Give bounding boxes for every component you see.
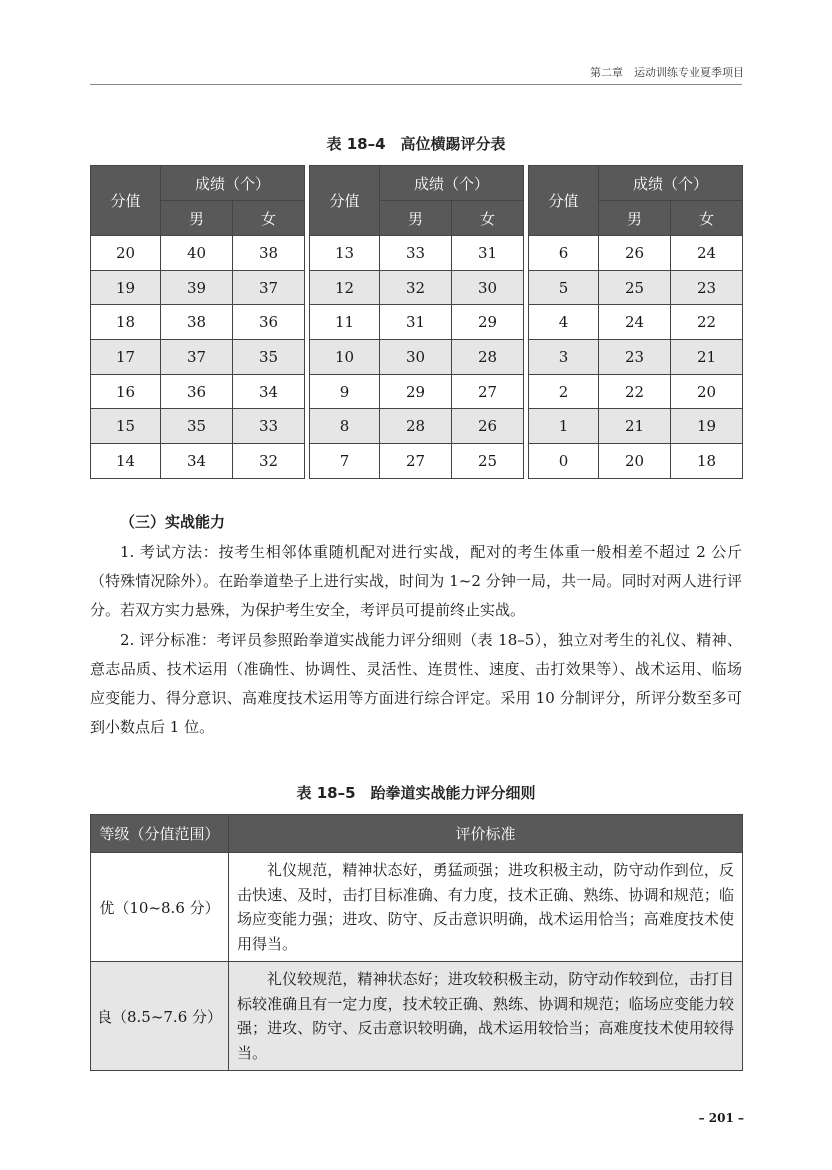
table-row [310,340,524,375]
score-cell: 15 [91,409,161,444]
male-cell: 24 [599,305,671,340]
paragraph-scoring-standard: 2. 评分标准：考评员参照跆拳道实战能力评分细则（表 18–5），独立对考生的礼仪、精神、意志品质、技术运用（准确性、协调性、灵活性、连贯性、速度、击打效果等）、战术运用、临场应变能力、得分意识、高难度技术运用等方面进行综合评定。采用 10 分制评分，所评分数至多可到小数点后 1 位。 [90,631,742,736]
score-tables [90,165,742,478]
score-cell: 14 [91,444,161,479]
male-cell: 22 [599,374,671,409]
score-cell: 5 [529,270,599,305]
table-row [529,236,743,271]
score-cell: 12 [310,270,380,305]
female-cell: 38 [233,236,305,271]
header-result: 成绩（个） [161,166,305,201]
female-cell: 24 [671,236,743,271]
table-row [91,853,743,962]
table-row [91,236,305,271]
table-row [91,305,305,340]
running-head: 第二章 运动训练专业夏季项目 [590,66,744,79]
female-cell: 29 [452,305,524,340]
page-number: – 201 – [698,1111,744,1125]
male-cell: 37 [161,340,233,375]
header-score: 分值 [91,166,161,236]
male-cell: 28 [380,409,452,444]
male-cell: 34 [161,444,233,479]
female-cell: 27 [452,374,524,409]
header-criteria: 评价标准 [229,815,743,853]
score-cell: 2 [529,374,599,409]
table-row [310,374,524,409]
male-cell: 39 [161,270,233,305]
female-cell: 36 [233,305,305,340]
header-male: 男 [380,201,452,236]
header-score: 分值 [529,166,599,236]
score-cell: 1 [529,409,599,444]
table-row [529,340,743,375]
table-row [91,374,305,409]
female-cell: 23 [671,270,743,305]
male-cell: 40 [161,236,233,271]
header-result: 成绩（个） [380,166,524,201]
score-table-block-2 [309,165,524,479]
male-cell: 36 [161,374,233,409]
header-male: 男 [161,201,233,236]
female-cell: 22 [671,305,743,340]
header-score: 分值 [310,166,380,236]
table-row [91,340,305,375]
table-row [310,305,524,340]
female-cell: 35 [233,340,305,375]
score-cell: 18 [91,305,161,340]
score-cell: 4 [529,305,599,340]
score-cell: 13 [310,236,380,271]
female-cell: 32 [233,444,305,479]
score-cell: 7 [310,444,380,479]
female-cell: 33 [233,409,305,444]
male-cell: 33 [380,236,452,271]
header-female: 女 [671,201,743,236]
female-cell: 37 [233,270,305,305]
header-result: 成绩（个） [599,166,743,201]
male-cell: 38 [161,305,233,340]
criteria-cell: 礼仪较规范，精神状态好；进攻较积极主动，防守动作较到位，击打目标较准确且有一定力度，技术较正确、熟练、协调和规范；临场应变能力较强；进攻、防守、反击意识较明确，战术运用较恰当；高难度技术使用较得当。 [229,962,743,1071]
male-cell: 21 [599,409,671,444]
criteria-cell: 礼仪规范，精神状态好，勇猛顽强；进攻积极主动，防守动作到位，反击快速、及时，击打目标准确、有力度，技术正确、熟练、协调和规范；临场应变能力强；进攻、防守、反击意识明确，战术运用恰当；高难度技术使用得当。 [229,853,743,962]
score-table-block-3 [528,165,743,479]
score-cell: 0 [529,444,599,479]
female-cell: 18 [671,444,743,479]
table-row [529,374,743,409]
score-cell: 17 [91,340,161,375]
table-row [310,409,524,444]
header-female: 女 [233,201,305,236]
level-cell: 良（8.5~7.6 分） [91,962,229,1071]
female-cell: 31 [452,236,524,271]
table-row [529,270,743,305]
male-cell: 27 [380,444,452,479]
female-cell: 19 [671,409,743,444]
male-cell: 29 [380,374,452,409]
score-cell: 19 [91,270,161,305]
header-level: 等级（分值范围） [91,815,229,853]
score-cell: 16 [91,374,161,409]
score-cell: 8 [310,409,380,444]
score-cell: 3 [529,340,599,375]
table-row [310,270,524,305]
male-cell: 26 [599,236,671,271]
score-cell: 9 [310,374,380,409]
female-cell: 34 [233,374,305,409]
male-cell: 25 [599,270,671,305]
female-cell: 20 [671,374,743,409]
score-cell: 20 [91,236,161,271]
paragraph-exam-method: 1. 考试方法：按考生相邻体重随机配对进行实战，配对的考生体重一般相差不超过 2 公斤（特殊情况除外）。在跆拳道垫子上进行实战，时间为 1~2 分钟一局，共一局。同时对两人进行评分。若双方实力悬殊，为保护考生安全，考评员可提前终止实战。 [90,543,742,619]
table-row [91,409,305,444]
section-heading: （三）实战能力 [120,513,226,531]
level-cell: 优（10~8.6 分） [91,853,229,962]
table-row [310,236,524,271]
score-cell: 11 [310,305,380,340]
female-cell: 21 [671,340,743,375]
male-cell: 30 [380,340,452,375]
male-cell: 20 [599,444,671,479]
male-cell: 32 [380,270,452,305]
score-cell: 10 [310,340,380,375]
table-row [529,409,743,444]
header-male: 男 [599,201,671,236]
table-row [91,444,305,479]
score-cell: 6 [529,236,599,271]
male-cell: 35 [161,409,233,444]
female-cell: 28 [452,340,524,375]
table-18-5-caption: 表 18–5 跆拳道实战能力评分细则 [296,784,536,802]
table-row [91,270,305,305]
female-cell: 25 [452,444,524,479]
table-row [529,444,743,479]
table-row [91,962,743,1071]
table-row [310,444,524,479]
female-cell: 26 [452,409,524,444]
table-18-4-caption: 表 18–4 高位横踢评分表 [326,135,506,153]
header-female: 女 [452,201,524,236]
table-row [529,305,743,340]
header-rule [90,84,742,85]
male-cell: 23 [599,340,671,375]
female-cell: 30 [452,270,524,305]
male-cell: 31 [380,305,452,340]
score-table-block-1 [90,165,305,479]
criteria-table [90,814,743,1071]
